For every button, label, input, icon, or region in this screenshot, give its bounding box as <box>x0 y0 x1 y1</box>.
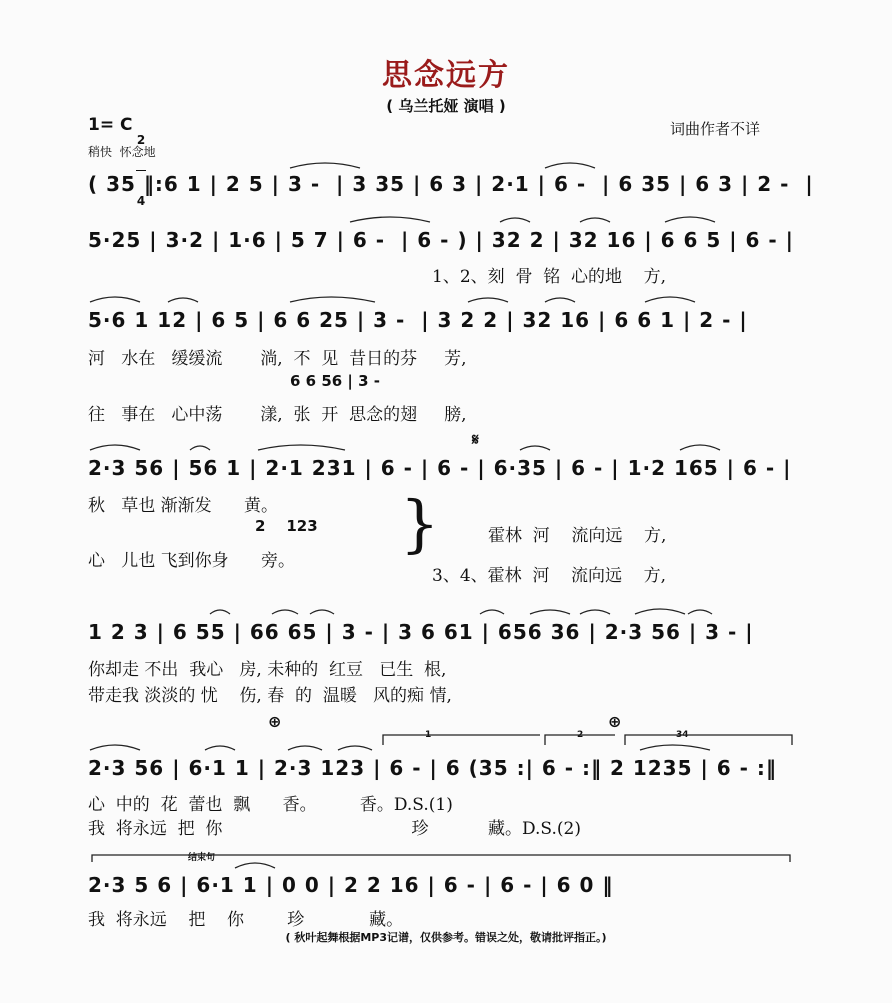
slur <box>680 445 720 450</box>
lyric-row4-b: 心 儿也 飞到你身 旁。 <box>88 551 296 571</box>
slur <box>530 610 570 614</box>
key-signature: 1= C <box>88 115 133 135</box>
performer: ( 乌兰托娅 演唱 ) <box>386 97 506 115</box>
notation-row-4: 2·3 56 | 56 1 | 2·1 231 | 6 - | 6 - | 6·35 | 6 - | 1·2 165 | 6 - | <box>88 456 792 480</box>
coda-mark-2: ⊕ <box>608 712 622 731</box>
volta-1-label: 1 <box>425 730 432 740</box>
lyric-verse12-intro: 1、2、刻 骨 铭 心的地 方, <box>432 267 667 287</box>
slur <box>500 218 530 222</box>
credit: 词曲作者不详 <box>670 120 761 138</box>
slur <box>210 610 230 614</box>
notation-row-6: 2·3 56 | 6·1 1 | 2·3 123 | 6 - | 6 (35 :| 6 - :‖ 2 1235 | 6 - :‖ <box>88 756 777 780</box>
slur <box>580 610 610 614</box>
notation-row-7: 2·3 5 6 | 6·1 1 | 0 0 | 2 2 16 | 6 - | 6 - | 6 0 ‖ <box>88 873 614 897</box>
slur <box>645 297 695 302</box>
lyric-row3-b: 往 事在 心中荡 漾, 张 开 思念的翅 膀, <box>88 405 467 425</box>
notation-row-1: ( 35 ‖:6 1 | 2 5 | 3 - | 3 35 | 6 3 | 2·1 | 6 - | 6 35 | 6 3 | 2 - | <box>88 172 814 196</box>
slur <box>235 863 275 868</box>
slur <box>90 297 140 302</box>
slur <box>545 163 595 168</box>
ending-label: 结束句 <box>188 853 216 863</box>
slur <box>290 297 375 302</box>
volta-bracket <box>625 735 792 745</box>
slur <box>310 610 334 614</box>
slur <box>90 445 140 450</box>
slur <box>635 609 685 614</box>
slur <box>480 610 504 614</box>
slur <box>350 217 430 222</box>
lyric-row4-a: 秋 草也 渐渐发 黄。 <box>88 496 279 516</box>
slur <box>190 446 210 450</box>
volta-bracket <box>545 735 615 745</box>
tempo-marking: 稍快 怀念地 <box>88 145 156 159</box>
segno-mark: 𝄋 <box>472 430 479 449</box>
slur <box>580 218 610 222</box>
volta-bracket <box>383 735 540 745</box>
lyric-row5-b: 带走我 淡淡的 忧 伤, 春 的 温暖 风的痴 情, <box>88 686 452 706</box>
brace: } <box>400 487 440 560</box>
song-title: 思念远方 <box>382 58 510 93</box>
lyric-row7: 我 将永远 把 你 珍 藏。 <box>88 910 404 930</box>
slur <box>520 446 550 450</box>
footnote: ( 秋叶起舞根据MP3记谱，仅供参考。错误之处，敬请批评指正。) <box>285 931 607 944</box>
lyric-row6-b: 我 将永远 把 你 珍 藏。D.S.(2) <box>88 819 581 839</box>
notation-row-5: 1 2 3 | 6 55 | 66 65 | 3 - | 3 6 61 | 656 36 | 2·3 56 | 3 - | <box>88 620 754 644</box>
slur <box>338 746 372 750</box>
alt-notation-row3: 6 6 56 | 3 - <box>290 372 380 390</box>
slur <box>290 163 360 168</box>
time-denominator: 4 <box>136 194 146 208</box>
lyric-row5-a: 你却走 不出 我心 房, 未种的 红豆 已生 根, <box>88 660 447 680</box>
lyric-row3-a: 河 水在 缓缓流 淌, 不 见 昔日的芬 芳, <box>88 349 467 369</box>
notation-row-3: 5·6 1 12 | 6 5 | 6 6 25 | 3 - | 3 2 2 | 32 16 | 6 6 1 | 2 - | <box>88 308 748 332</box>
volta-34-label: 34 <box>676 730 689 740</box>
slur <box>168 298 198 302</box>
slur <box>545 298 575 302</box>
time-numerator: 2 <box>136 133 146 147</box>
slur <box>640 745 710 750</box>
volta-2-label: 2 <box>577 730 584 740</box>
slur <box>688 610 712 614</box>
alt-notation-row4: 2 123 <box>255 517 318 535</box>
slur <box>205 746 235 750</box>
slur <box>90 745 140 750</box>
notation-row-2: 5·25 | 3·2 | 1·6 | 5 7 | 6 - | 6 - ) | 32 2 | 32 16 | 6 6 5 | 6 - | <box>88 228 794 252</box>
lyric-row4-c: 霍林 河 流向远 方, <box>488 526 667 546</box>
slur <box>272 610 298 614</box>
lyric-row4-d: 3、4、霍林 河 流向远 方, <box>432 566 667 586</box>
slur <box>665 217 715 222</box>
ending-bracket <box>92 855 790 862</box>
slur <box>288 746 322 750</box>
slur <box>258 445 345 450</box>
lyric-row6-a: 心 中的 花 蕾也 飘 香。 香。D.S.(1) <box>88 795 453 815</box>
slur <box>468 298 508 302</box>
coda-mark-1: ⊕ <box>268 712 282 731</box>
